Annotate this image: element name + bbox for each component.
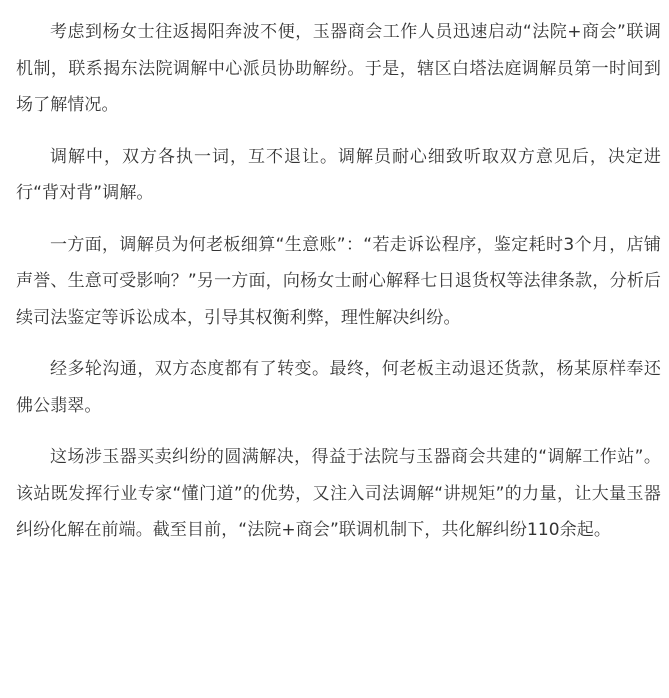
- paragraph-summary: 这场涉玉器买卖纠纷的圆满解决，得益于法院与玉器商会共建的“调解工作站”。该站既发挥行业专家“懂门道”的优势，又注入司法调解“讲规矩”的力量，让大量玉器纠纷化解在前端。截至目前，“法院+商会”联调机制下，共化解纠纷110余起。: [16, 447, 661, 540]
- paragraph-resolution: 经多轮沟通，双方态度都有了转变。最终，何老板主动退还货款，杨某原样奉还佛公翡翠。: [16, 359, 661, 416]
- paragraph-persuasion: 一方面，调解员为何老板细算“生意账”：“若走诉讼程序，鉴定耗时3个月，店铺声誉、生意可受影响？”另一方面，向杨女士耐心解释七日退货权等法律条款，分析后续司法鉴定等诉讼成本，引导其权衡利弊，理性解决纠纷。: [16, 234, 661, 328]
- paragraph-mediation-start: 考虑到杨女士往返揭阳奔波不便，玉器商会工作人员迅速启动“法院+商会”联调机制，联系揭东法院调解中心派员协助解纷。于是，辖区白塔法庭调解员第一时间到场了解情况。: [16, 22, 661, 115]
- paragraph-back-to-back: 调解中，双方各执一词，互不退让。调解员耐心细致听取双方意见后，决定进行“背对背”调解。: [16, 146, 661, 203]
